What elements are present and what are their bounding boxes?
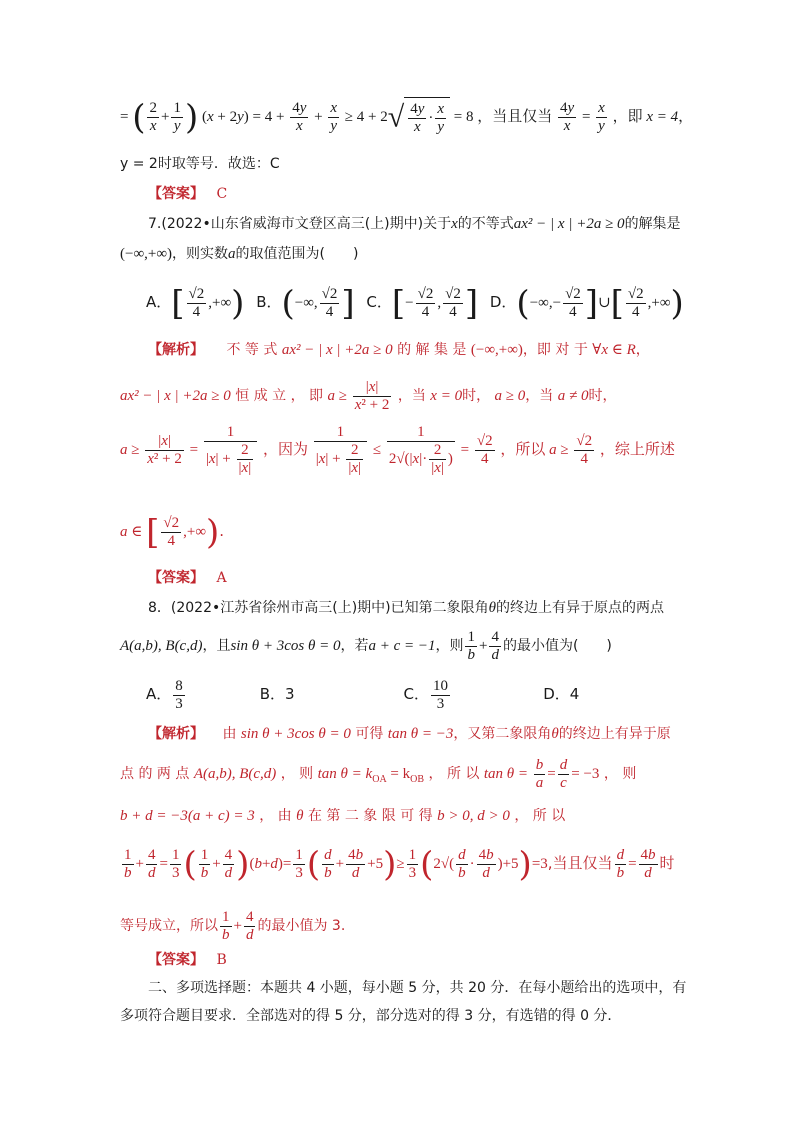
q8-s4-text-2: 时 [659, 854, 675, 872]
q8-s4-text: ,当且仅当 [547, 854, 613, 872]
q8-s3-cond: b > 0, d > 0 [437, 808, 510, 824]
q7-option-d[interactable]: D．(−∞,− $\frac{√2}{4}$ ]∪[ $\frac{√2}{4}$ ,+∞) [489, 283, 684, 324]
q7-a3-text-3: ，综上所述 [599, 440, 675, 458]
q8-option-b[interactable]: B．3 [259, 685, 295, 703]
q7-stem-2: (−∞,+∞)，则实数a的取值范围为( ) [120, 246, 359, 262]
intro-comma: ， [678, 107, 694, 125]
q7-a2-a-nonzero: a ≠ 0 [557, 388, 589, 404]
answer-label: 【答案】 [148, 186, 204, 202]
q8-stem-text-5: 的最小值为( ) [502, 638, 612, 654]
q7-a2-text-2: ，当 [397, 388, 426, 404]
q8-s2-text-2: ， 则 [280, 766, 314, 782]
q8-option-a[interactable]: A． $\frac{8}{3}$ [146, 678, 183, 713]
q7-a1-comma: ， [635, 342, 650, 358]
q7-answer [148, 568, 227, 588]
q8-s1-text-3: ，又第二象限角 [453, 726, 552, 742]
option-letter: D． [489, 293, 517, 311]
q7-inequality: ax² − | x | +2a ≥ 0 [513, 216, 625, 232]
q8-stem-text-4: ，则 [435, 638, 464, 654]
answer-value: A [216, 570, 227, 586]
option-letter: A． [146, 685, 172, 703]
q8-s1-tan: tan θ = −3 [387, 726, 454, 742]
q7-option-c[interactable]: C．[− $\frac{√2}{4}$ , $\frac{√2}{4}$ ] [366, 283, 479, 324]
q8-analysis-4: $\frac{1}{b}$ + $\frac{4}{d}$ = $\frac{1}{3}$ ( $\frac{1}{b}$ + $\frac{4}{d}$ )(b+d)= $\frac{1}{3}$ ( $\frac{d}{b}$ + $\frac{4b}{d}$ +5)≥ $\frac{1}{3}$ (2√( $\frac{d}{b}$ · $\frac{4b}{d}$ )+5)=3,当且仅当 $\frac{d}{b}$ = $\frac{4b}{d}$ 时 [124, 844, 675, 885]
q8-option-d[interactable]: D．4 [543, 685, 580, 703]
section2-line-1: 二、多项选择题：本题共 4 小题，每小题 5 分，共 20 分．在每小题给出的选项中，有 [148, 980, 687, 996]
q8-s3-eq: b + d = −3(a + c) = 3 [120, 808, 255, 824]
option-letter: C． [366, 293, 392, 311]
q8-option-c[interactable]: C． $\frac{10}{3}$ [403, 678, 448, 713]
q7-a1-forall: ∀x ∈ R [592, 342, 636, 358]
q8-points: A(a,b), B(c,d) [120, 638, 203, 654]
q8-s2-tan-2: tan θ = [483, 766, 529, 782]
q8-s1-text: 由 [222, 726, 237, 742]
q8-s3-text-3: ， 所 以 [514, 808, 566, 824]
q7-a2-text: 恒 成 立 ， 即 [235, 388, 324, 404]
answer-label: 【答案】 [148, 570, 204, 586]
option-letter: B． [256, 293, 282, 311]
q6-answer [148, 184, 227, 204]
q8-stem-text-2: ，且 [202, 638, 231, 654]
q8-s2-text-3: ， 所 以 [428, 766, 480, 782]
analysis-label: 【解析】 [148, 726, 204, 742]
intro-text-1: ，当且仅当 [477, 107, 553, 125]
q8-condition: sin θ + 3cos θ = 0 [230, 638, 341, 654]
q8-analysis-5: 等号成立，所以 $\frac{1}{b}$ + $\frac{4}{d}$ 的最小值为 3. [120, 909, 346, 944]
q7-analysis-1 [148, 340, 650, 360]
answer-label: 【答案】 [148, 952, 204, 968]
analysis-label: 【解析】 [148, 342, 204, 358]
q8-s2-points: A(a,b), B(c,d) [193, 766, 277, 782]
q8-s2-text-4: ， 则 [603, 766, 637, 782]
q7-a2-a-nonneg: a ≥ 0 [494, 388, 526, 404]
q7-a2-text-5: 时， [588, 388, 617, 404]
q8-options [146, 674, 579, 715]
q7-analysis-4: a ∈ [ $\frac{√2}{4}$ ,+∞). [120, 512, 225, 553]
q8-s1-text-2: 可得 [355, 726, 384, 742]
q8-s2-tan: tan θ = k [317, 766, 373, 782]
q7-analysis-2: ax² − | x | +2a ≥ 0 恒 成 立 ， 即 a ≥ $\frac{|x|}{\text{x² + 2}}$ ，当 x = 0时， a ≥ 0，当 a ≠ 0时， [120, 379, 617, 414]
intro-x-value: x = 4 [646, 109, 679, 125]
q7-a2-x0: x = 0 [430, 388, 463, 404]
q8-s1-text-4: 的终边上有异于原 [558, 726, 671, 742]
q8-s1-eq: sin θ + 3cos θ = 0 [240, 726, 351, 742]
q7-a3-text: ，因为 [262, 440, 308, 458]
section2-line-2: 多项符合题目要求．全部选对的得 5 分，部分选对的得 3 分，有选错的得 0 分． [120, 1008, 622, 1024]
q8-source: 8．(2022•江苏省徐州市高三(上)期中)已知第二象限角 [148, 600, 489, 616]
answer-value: B [216, 952, 227, 968]
q8-answer [148, 950, 227, 970]
q7-a2-text-4: ，当 [525, 388, 554, 404]
q8-stem-text-3: ，若 [340, 638, 369, 654]
q7-source: 7.(2022•山东省威海市文登区高三(上)期中)关于 [148, 216, 452, 232]
q7-solution-set: (−∞,+∞) [120, 246, 173, 262]
q8-s2-val: = −3 [571, 766, 600, 782]
q8-s2-text: 点 的 两 点 [120, 766, 190, 782]
q8-analysis-3 [120, 806, 565, 826]
q8-stem-text: 的终边上有异于原点的两点 [496, 600, 665, 616]
q7-a1-set: (−∞,+∞) [470, 342, 523, 358]
q7-a4-end: . [219, 522, 225, 540]
q8-s2-eq: = k [390, 766, 411, 782]
q8-s3-theta: θ [296, 808, 304, 824]
q8-stem-2: A(a,b), B(c,d)，且sin θ + 3cos θ = 0，若a + c = −1，则 $\frac{1}{b}$ + $\frac{4}{d}$ 的最小值为( ) [120, 629, 612, 664]
q7-a1: 不 等 式 [226, 342, 278, 358]
q7-a1-text-2: ，即 对 于 [522, 342, 588, 358]
q7-stem-text-4: 的取值范围为( ) [235, 246, 359, 262]
q8-analysis-2: 点 的 两 点 A(a,b), B(c,d) ， 则 $\tan \theta = k_{OA} = k_{OB}$ ， 所 以 tan θ = $\frac{b}{a}$ = $\frac{d}{c}$ = −3 ， 则 [120, 757, 637, 792]
q7-option-a[interactable]: A．[ $\frac{√2}{4}$ ,+∞) [146, 283, 245, 324]
q7-stem-text-3: ，则实数 [172, 246, 229, 262]
q8-s3-text-2: 在 第 二 象 限 可 得 [307, 808, 433, 824]
q7-stem-text: 的不等式 [457, 216, 514, 232]
answer-value: C [216, 186, 228, 202]
q8-analysis-1: 【解析】 由 sin θ + 3cos θ = 0 可得 tan θ = −3，又第二象限角θ的终边上有异于原 [148, 726, 671, 742]
q7-a3-text-2: ，所以 [500, 440, 546, 458]
intro-formula-line: = ( $\frac{2}{x}$ + $\frac{1}{y}$ ) (x + 2y) = 4 + $\frac{4y}{x}$ + $\frac{x}{y}$ ≥ 4 + 2√ $\frac{4y}{x}$ · $\frac{x}{y}$ = 8 ，当且仅当 $\frac{4y}{x}$ = $\frac{x}{y}$ ，即 x = 4， [120, 97, 694, 138]
q8-s5-text: 等号成立，所以 [120, 918, 218, 934]
intro-text-2: ，即 [612, 107, 643, 125]
q7-stem-text-2: 的解集是 [624, 216, 681, 232]
q7-a2-ineq: ax² − | x | +2a ≥ 0 [120, 388, 231, 404]
q7-a1-text: 的 解 集 是 [397, 342, 467, 358]
q7-a1-ineq: ax² − | x | +2a ≥ 0 [281, 342, 393, 358]
option-letter: A． [146, 293, 172, 311]
q8-s5-text-2: 的最小值为 3. [257, 918, 346, 934]
q7-stem-1: 7.(2022•山东省威海市文登区高三(上)期中)关于x的不等式ax² − | x | +2a ≥ 0的解集是 [148, 216, 681, 232]
q7-option-b[interactable]: B．(−∞, $\frac{√2}{4}$ ] [256, 283, 355, 324]
q8-sum: a + c = −1 [368, 638, 436, 654]
q7-analysis-3: a ≥ $\frac{|x|}{\text{x² + 2}}$ = 1 |x| + $\frac{2}{|x|}$ ，因为 1 |x| + $\frac{2}{|x|}$ ≤ 1 2√(|x|· $\frac{2}{|x|}$ ) = $\frac{√2}{4}$ ，所以 a ≥ $\frac{√2}{4}$ ，综上所述 [120, 424, 675, 477]
option-letter: C． [403, 685, 429, 703]
q8-stem-1: 8．(2022•江苏省徐州市高三(上)期中)已知第二象限角θ的终边上有异于原点的两点 [148, 600, 665, 616]
q8-s3-text: ， 由 [259, 808, 292, 824]
intro-line-2: y = 2时取等号．故选：C [120, 156, 280, 172]
q7-options [146, 280, 692, 325]
q7-a2-text-3: 时， [462, 388, 491, 404]
